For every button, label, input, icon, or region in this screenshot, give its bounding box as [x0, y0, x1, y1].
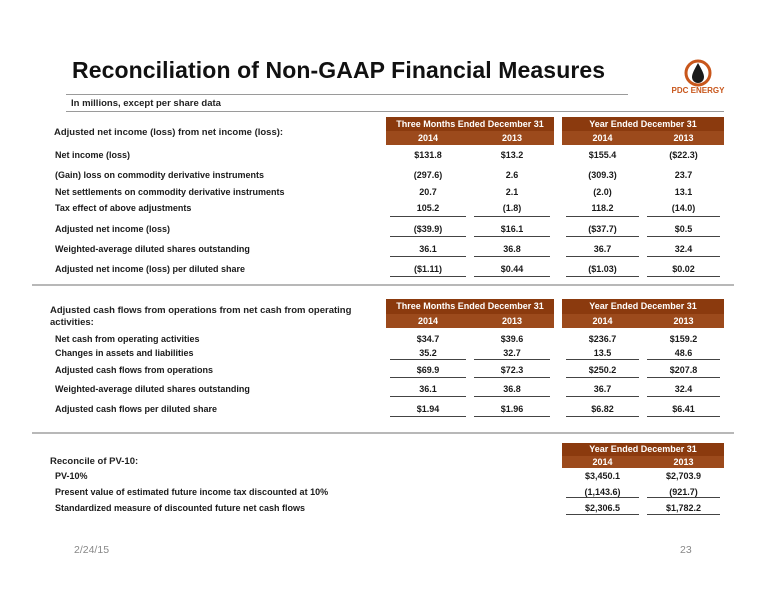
value-cell: ($37.7): [588, 224, 617, 234]
underline-rule: [390, 396, 466, 397]
section3-col-2014: 2014: [562, 456, 643, 468]
underline-rule: [566, 236, 639, 237]
value-cell: $1,782.2: [665, 503, 702, 513]
value-cell: 32.4: [674, 244, 693, 254]
subtitle-divider: [66, 111, 724, 112]
row-label: Changes in assets and liabilities: [55, 348, 194, 358]
value-cell: 20.7: [419, 187, 437, 197]
value-cell: 32.4: [674, 384, 693, 394]
value-cell: 36.7: [593, 384, 612, 394]
section1-label: Adjusted net income (loss) from net income (loss):: [54, 127, 284, 138]
value-cell: $3,450.1: [584, 471, 621, 481]
underline-rule: [647, 216, 720, 217]
value-cell: 35.2: [419, 348, 437, 358]
underline-rule: [390, 216, 466, 217]
underline-rule: [474, 236, 550, 237]
underline-rule: [474, 377, 550, 378]
row-label: Adjusted cash flows per diluted share: [55, 404, 218, 414]
value-cell: 32.7: [503, 348, 521, 358]
row-label: Net settlements on commodity derivative instruments: [55, 187, 285, 197]
row-label: Present value of estimated future income tax discounted at 10%: [55, 487, 329, 497]
underline-rule: [566, 396, 639, 397]
section1-col-2014-y: 2014: [562, 131, 643, 145]
value-cell: ($22.3): [669, 150, 698, 160]
value-cell: 2.1: [505, 187, 519, 197]
underline-rule: [474, 256, 550, 257]
value-cell: 105.2: [416, 203, 440, 213]
underline-rule: [474, 416, 550, 417]
section1-col-2013-q: 2013: [470, 131, 554, 145]
value-cell: 36.8: [503, 244, 521, 254]
underline-rule: [390, 256, 466, 257]
value-cell: $155.4: [588, 150, 617, 160]
value-cell: 36.1: [419, 244, 437, 254]
underline-rule: [566, 416, 639, 417]
value-cell: $131.8: [414, 150, 442, 160]
value-cell: $13.2: [500, 150, 524, 160]
value-cell: 36.8: [503, 384, 521, 394]
row-label: Tax effect of above adjustments: [55, 203, 192, 213]
underline-rule: [647, 514, 720, 515]
section3-label: Reconcile of PV-10:: [50, 456, 139, 467]
value-cell: $39.6: [500, 334, 524, 344]
underline-rule: [647, 256, 720, 257]
value-cell: $159.2: [669, 334, 698, 344]
value-cell: $2,703.9: [665, 471, 702, 481]
underline-rule: [566, 216, 639, 217]
page-number: 23: [680, 544, 692, 556]
value-cell: $2,306.5: [584, 503, 621, 513]
value-cell: 36.7: [593, 244, 612, 254]
underline-rule: [647, 276, 720, 277]
company-logo: [668, 58, 728, 98]
underline-rule: [390, 359, 466, 360]
underline-rule: [647, 497, 720, 498]
value-cell: (2.0): [593, 187, 612, 197]
underline-rule: [566, 377, 639, 378]
section-separator: [32, 284, 734, 286]
underline-rule: [566, 514, 639, 515]
row-label: (Gain) loss on commodity derivative instruments: [55, 170, 265, 180]
underline-rule: [647, 396, 720, 397]
section2-header-three-months: Three Months Ended December 31: [386, 299, 554, 314]
section2-label-line2: activities:: [50, 317, 94, 328]
title-divider: [66, 94, 628, 95]
units-note: In millions, except per share data: [71, 98, 221, 109]
value-cell: ($1.11): [413, 264, 443, 274]
row-label: Net income (loss): [55, 150, 131, 160]
underline-rule: [647, 359, 720, 360]
underline-rule: [566, 256, 639, 257]
underline-rule: [390, 276, 466, 277]
value-cell: $1.96: [500, 404, 524, 414]
underline-rule: [474, 359, 550, 360]
value-cell: 2.6: [505, 170, 519, 180]
underline-rule: [390, 416, 466, 417]
value-cell: ($1.03): [588, 264, 617, 274]
value-cell: $0.02: [672, 264, 695, 274]
section2-col-2013-y: 2013: [643, 314, 724, 328]
value-cell: $34.7: [416, 334, 440, 344]
section2-col-2014-y: 2014: [562, 314, 643, 328]
value-cell: (14.0): [671, 203, 696, 213]
footer-date: 2/24/15: [74, 544, 110, 556]
flame-drop-icon: [668, 58, 728, 88]
value-cell: $72.3: [500, 365, 524, 375]
row-label: Net cash from operating activities: [55, 334, 200, 344]
value-cell: 13.5: [593, 348, 612, 358]
underline-rule: [474, 216, 550, 217]
value-cell: $236.7: [588, 334, 617, 344]
row-label: Weighted-average diluted shares outstanding: [55, 384, 250, 394]
value-cell: $1.94: [416, 404, 440, 414]
row-label: Adjusted net income (loss): [55, 224, 171, 234]
value-cell: 118.2: [591, 203, 614, 213]
value-cell: $16.1: [500, 224, 524, 234]
section1-header-three-months: Three Months Ended December 31: [386, 117, 554, 131]
underline-rule: [647, 236, 720, 237]
value-cell: $0.44: [500, 264, 524, 274]
underline-rule: [390, 377, 466, 378]
underline-rule: [474, 276, 550, 277]
page-title: Reconciliation of Non-GAAP Financial Measures: [72, 57, 606, 83]
value-cell: 13.1: [674, 187, 693, 197]
underline-rule: [474, 396, 550, 397]
row-label: PV-10%: [55, 471, 88, 481]
underline-rule: [647, 416, 720, 417]
value-cell: $207.8: [669, 365, 698, 375]
section1-header-year: Year Ended December 31: [562, 117, 724, 131]
value-cell: (921.7): [669, 487, 698, 497]
section2-col-2013-q: 2013: [470, 314, 554, 328]
value-cell: (297.6): [413, 170, 443, 180]
value-cell: 23.7: [674, 170, 693, 180]
section-separator: [32, 432, 734, 434]
value-cell: $250.2: [588, 365, 617, 375]
section2-col-2014-q: 2014: [386, 314, 470, 328]
row-label: Adjusted net income (loss) per diluted share: [55, 264, 246, 274]
value-cell: ($39.9): [413, 224, 443, 234]
section2-header-year: Year Ended December 31: [562, 299, 724, 314]
value-cell: $6.82: [591, 404, 614, 414]
value-cell: $0.5: [674, 224, 693, 234]
section1-col-2014-q: 2014: [386, 131, 470, 145]
row-label: Adjusted cash flows from operations: [55, 365, 214, 375]
value-cell: $6.41: [672, 404, 695, 414]
value-cell: 36.1: [419, 384, 437, 394]
underline-rule: [647, 377, 720, 378]
section3-col-2013: 2013: [643, 456, 724, 468]
section3-header-year: Year Ended December 31: [562, 443, 724, 456]
value-cell: $69.9: [416, 365, 440, 375]
underline-rule: [566, 276, 639, 277]
value-cell: (309.3): [588, 170, 617, 180]
row-label: Weighted-average diluted shares outstanding: [55, 244, 250, 254]
value-cell: 48.6: [674, 348, 693, 358]
logo-wordmark: PDC ENERGY: [671, 86, 725, 95]
value-cell: (1.8): [502, 203, 522, 213]
row-label: Standardized measure of discounted future net cash flows: [55, 503, 306, 513]
value-cell: (1,143.6): [584, 487, 621, 497]
underline-rule: [566, 359, 639, 360]
section2-label-line1: Adjusted cash flows from operations from net cash from operating: [50, 305, 352, 316]
underline-rule: [566, 497, 639, 498]
section1-col-2013-y: 2013: [643, 131, 724, 145]
underline-rule: [390, 236, 466, 237]
